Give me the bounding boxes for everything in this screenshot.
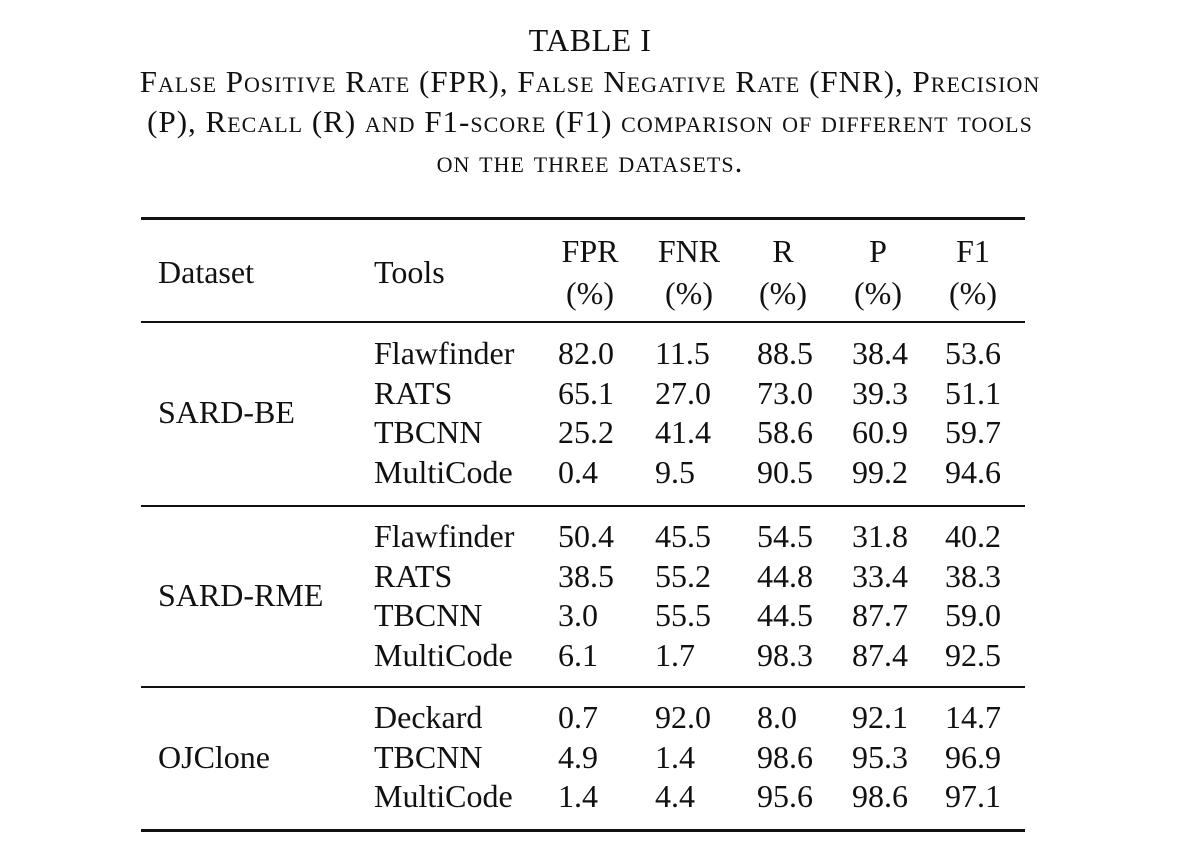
metric-value: 14.7 — [945, 699, 1001, 735]
group-rule — [141, 505, 1025, 507]
header-rule — [141, 321, 1025, 323]
metric-value: 4.9 — [558, 739, 598, 775]
metric-value: 1.4 — [558, 778, 598, 814]
header-metric-name: F1 — [956, 233, 990, 269]
metric-value: 97.1 — [945, 778, 1001, 814]
metric-value: 98.3 — [757, 637, 813, 673]
metric-value: 87.7 — [852, 597, 908, 633]
metric-value: 87.4 — [852, 637, 908, 673]
metric-value: 55.2 — [655, 558, 711, 594]
metric-value: 73.0 — [757, 375, 813, 411]
metric-value: 9.5 — [655, 454, 695, 490]
metric-value: 4.4 — [655, 778, 695, 814]
metric-value: 39.3 — [852, 375, 908, 411]
metric-value: 40.2 — [945, 518, 1001, 554]
metric-value: 3.0 — [558, 597, 598, 633]
metric-value: 88.5 — [757, 335, 813, 371]
metric-value: 41.4 — [655, 414, 711, 450]
header-metric-name: R — [772, 233, 794, 269]
metric-value: 44.8 — [757, 558, 813, 594]
tool-name: TBCNN — [374, 597, 483, 633]
metric-value: 0.4 — [558, 454, 598, 490]
metric-value: 65.1 — [558, 375, 614, 411]
header-metric-name: FPR — [561, 233, 619, 269]
metric-value: 90.5 — [757, 454, 813, 490]
metric-value: 1.4 — [655, 739, 695, 775]
metric-value: 95.3 — [852, 739, 908, 775]
metric-value: 8.0 — [757, 699, 797, 735]
metric-value: 92.5 — [945, 637, 1001, 673]
metric-value: 50.4 — [558, 518, 614, 554]
metric-value: 55.5 — [655, 597, 711, 633]
tool-name: RATS — [374, 375, 453, 411]
dataset-label: SARD-RME — [158, 577, 324, 613]
caption-line: False Positive Rate (FPR), False Negative Rate (FNR), Precision — [139, 64, 1041, 99]
group-rule — [141, 686, 1025, 688]
tool-name: MultiCode — [374, 637, 513, 673]
metric-value: 92.1 — [852, 699, 908, 735]
metric-value: 38.5 — [558, 558, 614, 594]
metric-value: 96.9 — [945, 739, 1001, 775]
metric-value: 27.0 — [655, 375, 711, 411]
metric-value: 11.5 — [655, 335, 710, 371]
metric-value: 25.2 — [558, 414, 614, 450]
metric-value: 0.7 — [558, 699, 598, 735]
metric-value: 38.3 — [945, 558, 1001, 594]
tool-name: Flawfinder — [374, 335, 515, 371]
header-metric-unit: (%) — [665, 275, 713, 311]
metric-value: 1.7 — [655, 637, 695, 673]
header-metric-unit: (%) — [854, 275, 902, 311]
caption-line: (P), Recall (R) and F1-score (F1) comparison of different tools — [147, 104, 1033, 139]
metric-value: 60.9 — [852, 414, 908, 450]
caption-line: on the three datasets. — [436, 144, 744, 179]
tool-name: MultiCode — [374, 454, 513, 490]
header-metric-unit: (%) — [566, 275, 614, 311]
header-tools: Tools — [374, 254, 445, 290]
metric-value: 51.1 — [945, 375, 1001, 411]
metric-value: 98.6 — [852, 778, 908, 814]
metric-value: 33.4 — [852, 558, 908, 594]
header-metric-unit: (%) — [759, 275, 807, 311]
metric-value: 45.5 — [655, 518, 711, 554]
metric-value: 82.0 — [558, 335, 614, 371]
metric-value: 94.6 — [945, 454, 1001, 490]
metric-value: 99.2 — [852, 454, 908, 490]
metric-value: 98.6 — [757, 739, 813, 775]
tool-name: Deckard — [374, 699, 483, 735]
top-rule — [141, 217, 1025, 220]
metric-value: 95.6 — [757, 778, 813, 814]
metric-value: 54.5 — [757, 518, 813, 554]
metric-value: 59.0 — [945, 597, 1001, 633]
bottom-rule — [141, 829, 1025, 832]
dataset-label: SARD-BE — [158, 394, 295, 430]
tool-name: MultiCode — [374, 778, 513, 814]
metric-value: 6.1 — [558, 637, 598, 673]
tool-name: RATS — [374, 558, 453, 594]
metric-value: 59.7 — [945, 414, 1001, 450]
header-metric-name: FNR — [657, 233, 721, 269]
metric-value: 53.6 — [945, 335, 1001, 371]
header-metric-name: P — [869, 233, 887, 269]
header-dataset: Dataset — [158, 254, 254, 290]
tool-name: TBCNN — [374, 739, 483, 775]
table-caption — [20, 62, 1160, 182]
tool-name: Flawfinder — [374, 518, 515, 554]
metric-value: 92.0 — [655, 699, 711, 735]
metric-value: 58.6 — [757, 414, 813, 450]
dataset-label: OJClone — [158, 739, 270, 775]
metric-value: 31.8 — [852, 518, 908, 554]
tool-name: TBCNN — [374, 414, 483, 450]
header-metric-unit: (%) — [949, 275, 997, 311]
metric-value: 38.4 — [852, 335, 908, 371]
metric-value: 44.5 — [757, 597, 813, 633]
table-number: TABLE I — [528, 22, 652, 58]
